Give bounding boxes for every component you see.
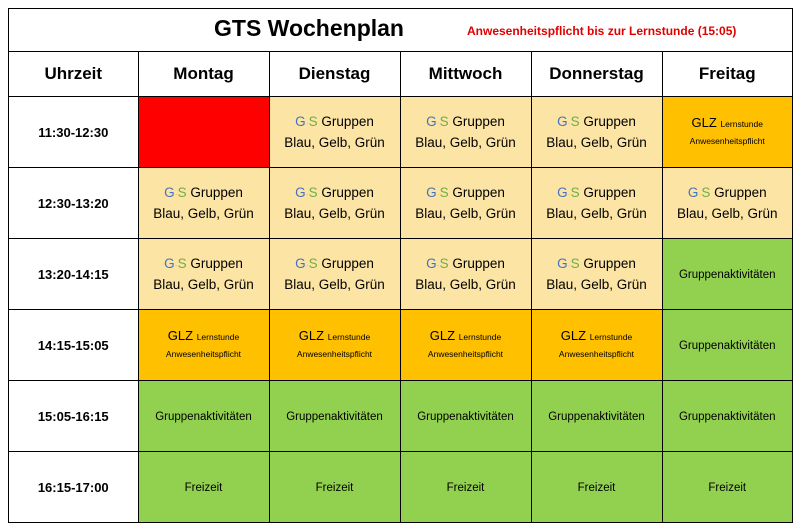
glz-label: GLZ (298, 328, 325, 343)
title-row (9, 9, 792, 52)
time-slot-row (9, 239, 792, 310)
cell-monday-freizeit (138, 452, 269, 523)
group-colors: Blau, Gelb, Grün (415, 135, 516, 150)
group-colors: Blau, Gelb, Grün (546, 135, 647, 150)
activity-label: Gruppenaktivitäten (548, 411, 645, 423)
gruppen-label: Gruppen (321, 256, 374, 271)
activity-label: Gruppenaktivitäten (155, 411, 252, 423)
header-day-monday: Montag (138, 52, 269, 97)
gruppen-label: Gruppen (190, 256, 243, 271)
group-colors: Blau, Gelb, Grün (676, 206, 778, 221)
gruppen-label: Gruppen (583, 185, 636, 200)
group-colors: Blau, Gelb, Grün (153, 277, 254, 292)
freetime-label: Freizeit (315, 482, 354, 494)
attendance-label: Anwesenheitspflicht (427, 349, 504, 359)
header-day-thursday: Donnerstag (531, 52, 662, 97)
header-day-tuesday: Dienstag (269, 52, 400, 97)
freetime-label: Freizeit (577, 482, 616, 494)
activity-label: Gruppenaktivitäten (678, 340, 776, 352)
gruppen-label: Gruppen (321, 114, 374, 129)
gruppen-label: Gruppen (321, 185, 374, 200)
page-title: GTS Wochenplan (214, 15, 404, 41)
group-colors: Blau, Gelb, Grün (415, 206, 516, 221)
cell-thursday-glz (531, 310, 662, 381)
gruppen-label: Gruppen (190, 185, 243, 200)
gts-logo-g: G (295, 256, 306, 271)
attendance-label: Anwesenheitspflicht (165, 349, 242, 359)
header-time: Uhrzeit (9, 52, 138, 97)
gts-logo-s: S (177, 256, 187, 271)
time-slot-row (9, 381, 792, 452)
gruppen-label: Gruppen (452, 256, 505, 271)
time-label: 16:15-17:00 (9, 452, 138, 523)
gruppen-label: Gruppen (452, 114, 505, 129)
glz-label: GLZ (691, 115, 717, 130)
cell-wednesday-activity (400, 381, 531, 452)
gts-logo-g: G (164, 256, 175, 271)
group-colors: Blau, Gelb, Grün (153, 206, 254, 221)
cell-wednesday-gts (400, 168, 531, 239)
time-slot-row (9, 310, 792, 381)
cell-wednesday-glz (400, 310, 531, 381)
lernstunde-label: Lernstunde (589, 332, 633, 342)
gts-logo-dot: · (436, 118, 440, 128)
cell-monday-blocked (138, 97, 269, 168)
cell-thursday-gts (531, 97, 662, 168)
freetime-label: Freizeit (708, 482, 747, 494)
attendance-notice: Anwesenheitspflicht bis zur Lernstunde (15:05) (467, 24, 737, 38)
header-day-wednesday: Mittwoch (400, 52, 531, 97)
gts-logo-g: G (295, 185, 306, 200)
gts-logo-dot: · (567, 118, 571, 128)
gts-logo-g: G (164, 185, 175, 200)
activity-label: Gruppenaktivitäten (417, 411, 514, 423)
cell-friday-gts (662, 168, 792, 239)
gts-logo-g: G (687, 185, 699, 200)
gts-logo-s: S (308, 256, 318, 271)
gts-logo-dot: · (305, 118, 309, 128)
cell-thursday-freizeit (531, 452, 662, 523)
attendance-label: Anwesenheitspflicht (558, 349, 635, 359)
gts-logo-g: G (426, 114, 437, 129)
cell-friday-activity (662, 239, 792, 310)
cell-friday-activity (662, 310, 792, 381)
group-colors: Blau, Gelb, Grün (546, 206, 647, 221)
cell-tuesday-gts (269, 239, 400, 310)
gruppen-label: Gruppen (583, 256, 636, 271)
cell-monday-gts (138, 239, 269, 310)
glz-label: GLZ (560, 328, 587, 343)
freetime-label: Freizeit (184, 482, 223, 494)
gruppen-label: Gruppen (583, 114, 636, 129)
lernstunde-label: Lernstunde (196, 332, 240, 342)
time-slot-row (9, 97, 792, 168)
glz-label: GLZ (429, 328, 456, 343)
gts-logo-dot: · (174, 189, 178, 199)
group-colors: Blau, Gelb, Grün (284, 277, 385, 292)
cell-friday-glz (662, 97, 792, 168)
cell-monday-glz (138, 310, 269, 381)
gts-logo-g: G (557, 114, 568, 129)
gts-logo-s: S (308, 114, 318, 129)
gts-logo-s: S (570, 114, 580, 129)
time-slot-row (9, 168, 792, 239)
time-label: 12:30-13:20 (9, 168, 138, 239)
time-slot-row (9, 452, 792, 523)
weekly-plan (8, 8, 793, 523)
gts-logo-s: S (308, 185, 318, 200)
gts-logo-s: S (570, 185, 580, 200)
group-colors: Blau, Gelb, Grün (546, 277, 647, 292)
time-label: 14:15-15:05 (9, 310, 138, 381)
lernstunde-label: Lernstunde (458, 332, 502, 342)
header-day-friday: Freitag (662, 52, 792, 97)
gts-logo-dot: · (436, 260, 440, 270)
gts-logo-s: S (439, 185, 449, 200)
gts-logo-g: G (557, 185, 568, 200)
header-row (9, 52, 792, 97)
time-label: 15:05-16:15 (9, 381, 138, 452)
gts-logo-s: S (439, 114, 449, 129)
lernstunde-label: Lernstunde (720, 119, 763, 129)
cell-tuesday-gts (269, 97, 400, 168)
gts-logo-g: G (557, 256, 568, 271)
cell-wednesday-gts (400, 97, 531, 168)
cell-tuesday-activity (269, 381, 400, 452)
attendance-label: Anwesenheitspflicht (689, 136, 765, 146)
activity-label: Gruppenaktivitäten (678, 411, 776, 423)
cell-friday-freizeit (662, 452, 792, 523)
gts-logo-dot: · (305, 260, 309, 270)
gts-logo-g: G (426, 185, 437, 200)
gruppen-label: Gruppen (452, 185, 505, 200)
time-label: 13:20-14:15 (9, 239, 138, 310)
lernstunde-label: Lernstunde (327, 332, 371, 342)
cell-tuesday-freizeit (269, 452, 400, 523)
gts-logo-s: S (570, 256, 580, 271)
gruppen-label: Gruppen (714, 185, 767, 200)
cell-thursday-activity (531, 381, 662, 452)
cell-wednesday-freizeit (400, 452, 531, 523)
gts-logo-dot: · (174, 260, 178, 270)
gts-logo-dot: · (436, 189, 440, 199)
gts-logo-s: S (177, 185, 187, 200)
group-colors: Blau, Gelb, Grün (284, 206, 385, 221)
attendance-label: Anwesenheitspflicht (296, 349, 373, 359)
group-colors: Blau, Gelb, Grün (415, 277, 516, 292)
gts-logo-g: G (295, 114, 306, 129)
gts-logo-dot: · (305, 189, 309, 199)
gts-logo-g: G (426, 256, 437, 271)
gts-logo-dot: · (698, 189, 702, 199)
schedule-table (9, 52, 792, 522)
cell-monday-gts (138, 168, 269, 239)
freetime-label: Freizeit (446, 482, 485, 494)
cell-thursday-gts (531, 168, 662, 239)
cell-tuesday-glz (269, 310, 400, 381)
cell-tuesday-gts (269, 168, 400, 239)
cell-wednesday-gts (400, 239, 531, 310)
glz-label: GLZ (167, 328, 194, 343)
cell-thursday-gts (531, 239, 662, 310)
gts-logo-dot: · (567, 189, 571, 199)
gts-logo-dot: · (567, 260, 571, 270)
cell-monday-activity (138, 381, 269, 452)
gts-logo-s: S (701, 185, 711, 200)
time-label: 11:30-12:30 (9, 97, 138, 168)
gts-logo-s: S (439, 256, 449, 271)
group-colors: Blau, Gelb, Grün (284, 135, 385, 150)
cell-friday-activity (662, 381, 792, 452)
activity-label: Gruppenaktivitäten (678, 269, 776, 281)
activity-label: Gruppenaktivitäten (286, 411, 383, 423)
